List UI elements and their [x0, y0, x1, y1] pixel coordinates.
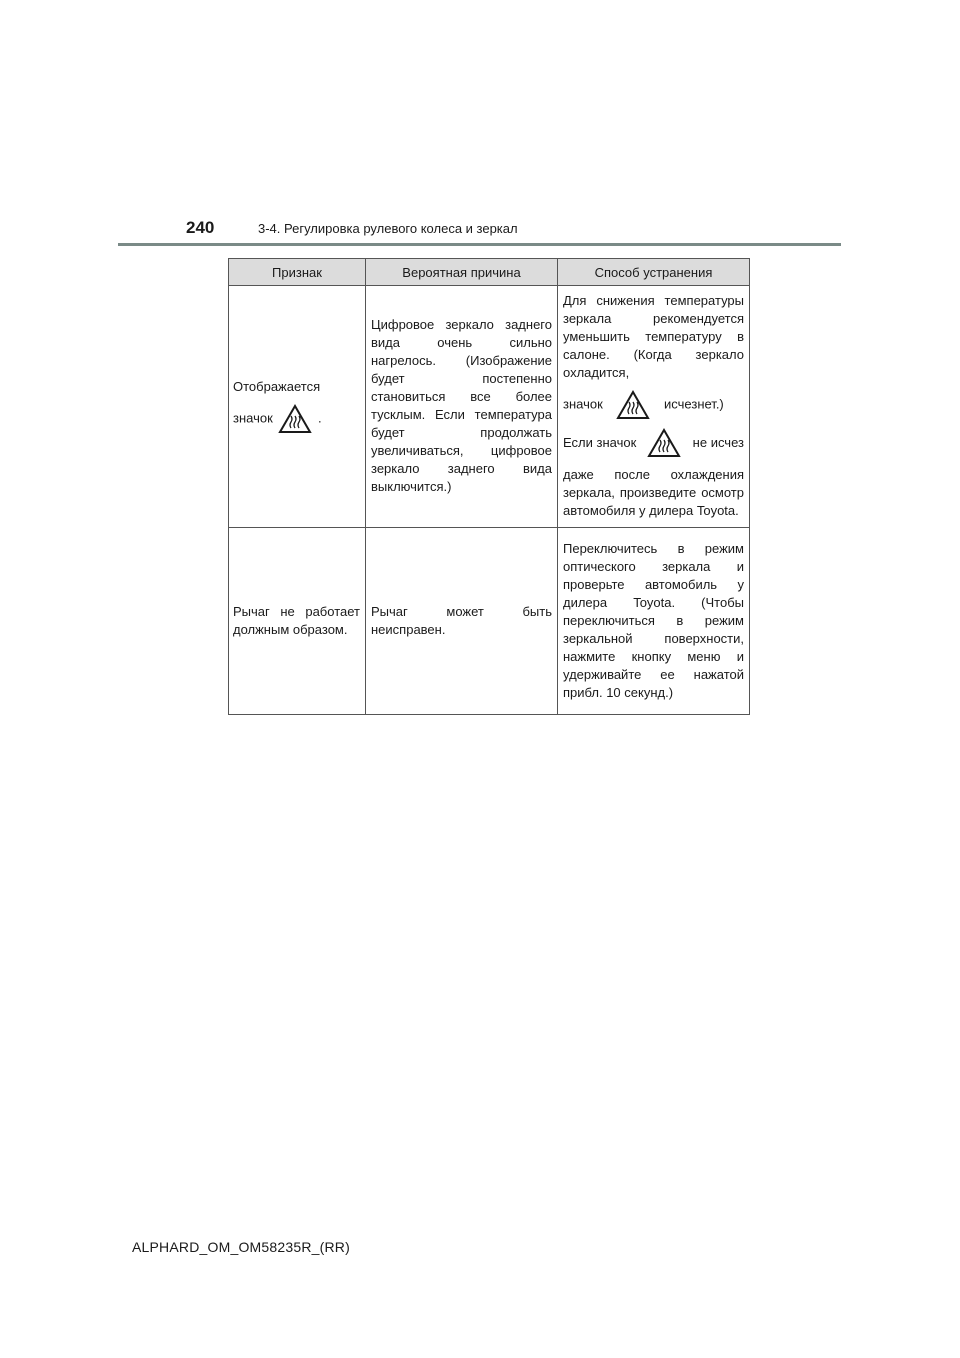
remedy-icon2-prefix: Если значок: [563, 435, 637, 450]
cause-cell: Рычаг может быть неисправен.: [366, 528, 558, 715]
column-header-remedy: Способ устранения: [558, 259, 750, 286]
symptom-cell: [229, 286, 366, 528]
remedy-icon-prefix: значок: [563, 396, 603, 412]
section-title: 3-4. Регулировка рулевого колеса и зеркал: [258, 221, 518, 236]
table-header-row: [229, 259, 750, 286]
table-row: [229, 286, 750, 528]
remedy-cell: Переключитесь в режим оптического зеркала и проверьте автомобиль у дилера Toyota. (Чтобы переключиться в режим зеркальной поверхности, нажмите кнопку меню и удерживайте ее нажатой прибл. 10 секунд.): [558, 528, 750, 715]
cause-cell: Цифровое зеркало заднего вида очень сильно нагрелось. (Изображение будет постепенно становиться все более тусклым. Если температура будет продолжать увеличиваться, цифровое зеркало заднего вида выключится.): [366, 286, 558, 528]
symptom-icon-prefix: значок: [233, 410, 273, 426]
page-number: 240: [186, 218, 215, 237]
hot-surface-warning-icon: [647, 428, 681, 458]
table-row: [229, 528, 750, 715]
remedy-text: Для снижения температуры зеркала рекомендуется уменьшить температуру в салоне. (Когда зеркало охладится,: [563, 293, 744, 380]
remedy-icon2-suffix: не исчез: [692, 435, 744, 450]
hot-surface-warning-icon: [616, 390, 650, 420]
remedy-icon-line-2: [563, 428, 744, 458]
troubleshooting-table: [228, 258, 750, 715]
document-code: ALPHARD_OM_OM58235R_(RR): [132, 1239, 350, 1255]
column-header-symptom: Признак: [229, 259, 366, 286]
symptom-icon-line: [233, 404, 360, 434]
remedy-text-2: даже после охлаждения зеркала, произведите осмотр автомобиля у дилера Toyota.: [563, 467, 744, 518]
column-header-cause: Вероятная причина: [366, 259, 558, 286]
remedy-icon-line: [563, 390, 744, 420]
header-divider: [118, 243, 841, 246]
symptom-cell: Рычаг не работает должным образом.: [229, 528, 366, 715]
hot-surface-warning-icon: [278, 404, 312, 434]
symptom-text: Отображается: [233, 379, 321, 394]
symptom-icon-suffix: .: [318, 410, 322, 426]
remedy-icon-suffix: исчезнет.): [664, 396, 724, 412]
remedy-cell: [558, 286, 750, 528]
